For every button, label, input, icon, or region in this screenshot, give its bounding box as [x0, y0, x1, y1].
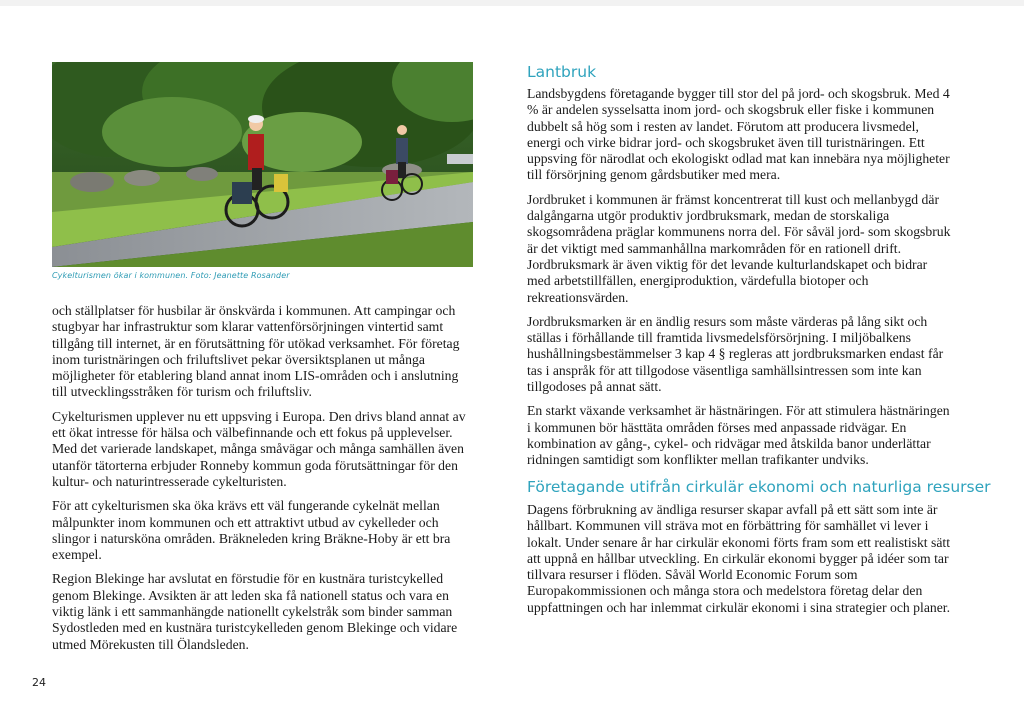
- right-paragraph: En starkt växande verksamhet är hästnäringen. För att stimulera hästnäringen i kommunen bör hästtäta områden förses med anpassade ridvägar. En kombination av gång-, cykel- och ridvägar med åtskilda banor underlättar ridningen samtidigt som konflikter mellan trafikanter undviks.: [527, 403, 950, 468]
- section-heading-lantbruk: Lantbruk: [527, 63, 597, 81]
- top-rule: [0, 0, 1024, 6]
- right-paragraph: Jordbruksmarken är en ändlig resurs som måste värderas på lång sikt och ställas i förhållande till framtida livsmedelsförsörjning. I miljöbalkens hushållningsbestämmelser 3 kap 4 § regleras att jordbruksmarken endast får tas i anspråk för att tillgodose väsentliga samhällsintressen som inte kan tillgodoses på annat sätt.: [527, 313, 944, 395]
- right-column-section-2: [527, 502, 951, 616]
- section-heading-cirkular-ekonomi: Företagande utifrån cirkulär ekonomi och naturliga resurser: [527, 478, 991, 496]
- cyclists-photo-illustration: [52, 62, 473, 267]
- right-column-section-1: [527, 86, 951, 469]
- left-paragraph: Region Blekinge har avslutat en förstudie för en kustnära turistcykelled genom Blekinge. Avsikten är att leden ska få nationell status och vara en viktig länk i ett sammanhängde nationellt cykelstråk som binder samman Sydostleden med en kustnära turistcykelleden genom Blekinge och vidare utmed Mörekusten till Ölandsleden.: [52, 571, 458, 652]
- right-paragraph: Jordbruket i kommunen är främst koncentrerat till kust och mellanbygd där dalgångarna utgör produktiv jordbruksmark, medan de storskaliga skogsområdena präglar kommunens norra del. För såväl jord- som skogsbruk är det viktigt med sammanhållna markområden för en rationell drift. Jordbruksmark är även viktig för det levande kulturlandskapet och bidrar med arbetstillfällen, energiproduktion, värdefulla biotoper och rekreationsvärden.: [527, 191, 951, 305]
- left-column: [52, 303, 476, 653]
- left-paragraph: och ställplatser för husbilar är önskvärda i kommunen. Att campingar och stugbyar har infrastruktur som klarar vattenförsörjningen vintertid samt tillgång till internet, är en förutsättning för utökad verksamhet. För företag inom turistnäringen och friluftslivet pekar översiktsplanen ut många möjligheter för etablering bland annat inom LIS-områden och i anslutning till utvecklingsstråken för turism och friluftsliv.: [52, 303, 460, 400]
- cyclists-photo: [52, 62, 473, 267]
- page-number: 24: [32, 676, 46, 689]
- left-paragraph: För att cykelturismen ska öka krävs ett väl fungerande cykelnät mellan målpunkter inom kommunen och ett attraktivt utbud av cykelleder och slingor i natursköna områden. Bräkneleden kring Bräkne-Hoby är ett bra exempel.: [52, 498, 451, 563]
- photo-caption: Cykelturismen ökar i kommunen. Foto: Jeanette Rosander: [52, 271, 290, 280]
- right-paragraph: Landsbygdens företagande bygger till stor del på jord- och skogsbruk. Med 4 % är andelen sysselsatta inom jord- och skogsbruk eller fiske i kommunen dubbelt så hög som i resten av landet. Förutom att producera livsmedel, energi och virke bidrar jord- och skogsbruket även till turistnäringen. Ett uppsving för närodlat och ekologiskt odlad mat kan innebära nya möjligheter till försörjning genom gårdsbutiker med mera.: [527, 86, 950, 183]
- right-paragraph: Dagens förbrukning av ändliga resurser skapar avfall på ett sätt som inte är hållbart. Kommunen vill sträva mot en förbättring för samhället vi lever i lokalt. Under senare år har cirkulär ekonomi förts fram som ett realistiskt sätt att uppnå en hållbar utveckling. En cirkulär ekonomi bygger på idéer som tar tillvara resurser i flöden. Såväl World Economic Forum som Europakommissionen och många stora och medelstora företag delar den uppfattningen och har inlemmat cirkulär ekonomi i sina strategier och planer.: [527, 502, 951, 615]
- left-paragraph: Cykelturismen upplever nu ett uppsving i Europa. Den drivs bland annat av ett ökat intresse för hälsa och välbefinnande och ett fokus på upplevelser. Med det varierade landskapet, många småvägar och många samhällen även utanför tätorterna erbjuder Ronneby kommun goda förutsättningar för den kultur- och naturintresserade cykelturisten.: [52, 408, 466, 489]
